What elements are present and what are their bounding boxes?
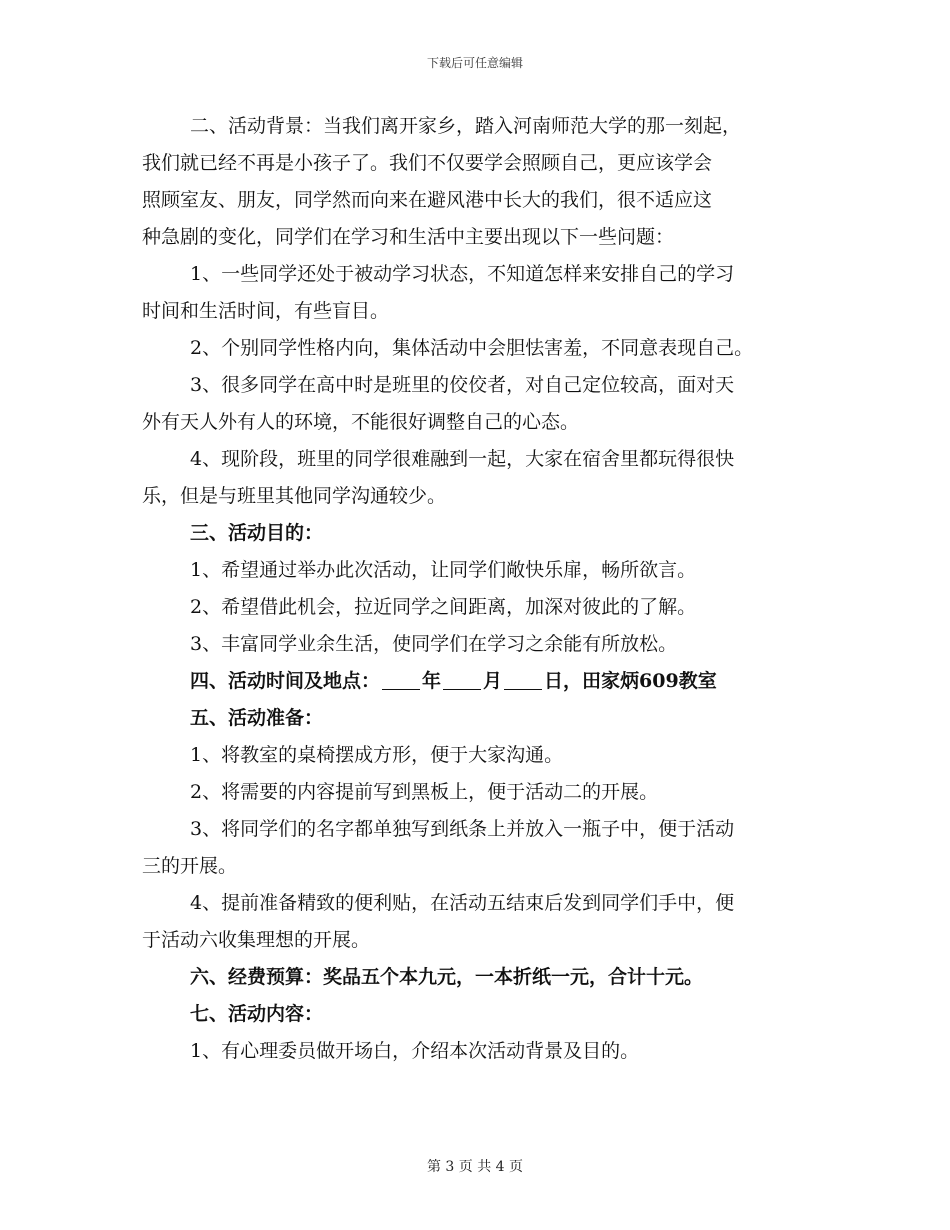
paragraph-line: 我们就已经不再是小孩子了。我们不仅要学会照顾自己，更应该学会 [142, 152, 713, 174]
paragraph-line: 4、提前准备精致的便利贴，在活动五结束后发到同学们手中，便 [190, 892, 735, 914]
section-heading-time-place [142, 663, 822, 700]
paragraph-line: 二、活动背景：当我们离开家乡，踏入河南师范大学的那一刻起， [190, 115, 742, 137]
paragraph-line: 种急剧的变化，同学们在学习和生活中主要出现以下一些问题： [142, 226, 675, 248]
paragraph-line: 4、现阶段，班里的同学很难融到一起，大家在宿舍里都玩得很快 [190, 448, 735, 470]
paragraph-line: 2、个别同学性格内向，集体活动中会胆怯害羞，不同意表现自己。 [190, 337, 754, 359]
blank-line [443, 671, 481, 690]
paragraph-line: 3、丰富同学业余生活，使同学们在学习之余能有所放松。 [190, 633, 678, 655]
page-footer: 第 3 页 共 4 页 [426, 1159, 524, 1175]
paragraph-line: 1、一些同学还处于被动学习状态，不知道怎样来安排自己的学习 [190, 263, 735, 285]
paragraph-line: 乐，但是与班里其他同学沟通较少。 [142, 485, 447, 507]
paragraph-line: 1、希望通过举办此次活动，让同学们敞快乐扉，畅所欲言。 [190, 559, 697, 581]
blank-line [504, 671, 542, 690]
section-heading: 七、活动内容： [190, 1003, 324, 1025]
section-heading: 六、经费预算：奖品五个本九元，一本折纸一元，合计十元。 [190, 966, 704, 988]
section-heading: 三、活动目的： [190, 522, 324, 544]
paragraph-line: 2、希望借此机会，拉近同学之间距离，加深对彼此的了解。 [190, 596, 697, 618]
document-body [142, 108, 822, 1070]
paragraph-line: 3、将同学们的名字都单独写到纸条上并放入一瓶子中，便于活动 [190, 818, 735, 840]
blank-line [382, 671, 420, 690]
paragraph-line: 3、很多同学在高中时是班里的佼佼者，对自己定位较高，面对天 [190, 374, 735, 396]
paragraph-line: 2、将需要的内容提前写到黑板上，便于活动二的开展。 [190, 781, 659, 803]
paragraph-line: 照顾室友、朋友，同学然而向来在避风港中长大的我们，很不适应这 [142, 189, 713, 211]
paragraph-line: 于活动六收集理想的开展。 [142, 929, 371, 951]
paragraph-line: 时间和生活时间，有些盲目。 [142, 300, 390, 322]
time-place-day: 日，田家炳609教室 [544, 670, 717, 692]
paragraph-line: 1、有心理委员做开场白，介绍本次活动背景及目的。 [190, 1040, 640, 1062]
paragraph-line: 外有天人外有人的环境，不能很好调整自己的心态。 [142, 411, 580, 433]
header-note: 下载后可任意编辑 [426, 56, 523, 70]
paragraph-line: 1、将教室的桌椅摆成方形，便于大家沟通。 [190, 744, 564, 766]
time-place-month: 月 [483, 670, 503, 692]
paragraph-line: 三的开展。 [142, 855, 238, 877]
time-place-prefix: 四、活动时间及地点： [190, 670, 381, 692]
section-heading: 五、活动准备： [190, 707, 324, 729]
time-place-year: 年 [422, 670, 442, 692]
